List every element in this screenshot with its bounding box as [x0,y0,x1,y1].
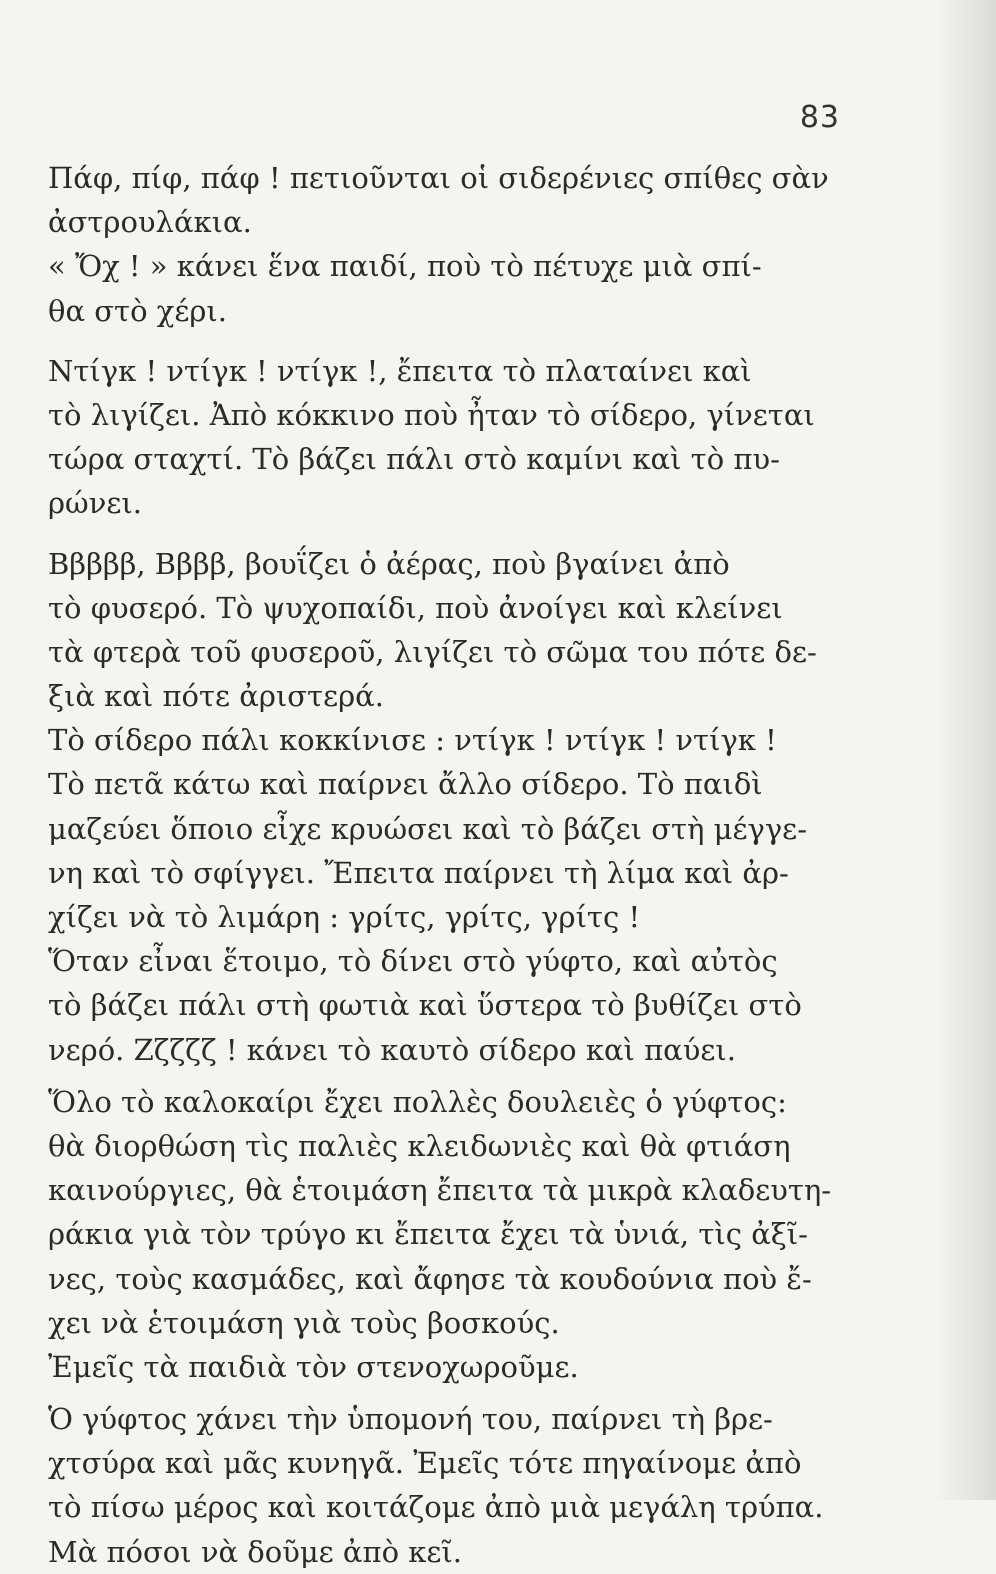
text-line: ράκια γιὰ τὸν τρύγο κι ἔπειτα ἔχει τὰ ὑνιά, τὶς ἀξῖ- [48,1217,808,1252]
text-line: χει νὰ ἑτοιμάση γιὰ τοὺς βοσκούς. [48,1305,560,1340]
text-line: Ὁ γύφτος χάνει τὴν ὑπομονή του, παίρνει τὴ βρε- [48,1402,773,1437]
text-line: Ὅταν εἶναι ἕτοιμο, τὸ δίνει στὸ γύφτο, καὶ αὐτὸς [48,944,778,979]
text-line: Τὸ πετᾶ κάτω καὶ παίρνει ἄλλο σίδερο. Τὸ παιδὶ [48,767,763,802]
text-line: θὰ διορθώση τὶς παλιὲς κλειδωνιὲς καὶ θὰ φτιάση [48,1128,791,1163]
text-line: τὰ φτερὰ τοῦ φυσεροῦ, λιγίζει τὸ σῶμα του πότε δε- [48,634,817,669]
text-line: τὸ βάζει πάλι στὴ φωτιὰ καὶ ὕστερα τὸ βυθίζει στὸ [48,988,802,1023]
text-line: καινούργιες, θὰ ἑτοιμάση ἔπειτα τὰ μικρὰ κλαδευτη- [48,1173,832,1208]
page-number: 83 [799,100,840,135]
text-line: Πάφ, πίφ, πάφ ! πετιοῦνται οἱ σιδερένιες σπίθες σὰν [48,161,829,195]
body-text [48,156,838,1574]
text-line: Τὸ σίδερο πάλι κοκκίνισε : ντίγκ ! ντίγκ ! ντίγκ ! [48,723,777,758]
text-line: μαζεύει ὅποιο εἶχε κρυώσει καὶ τὸ βάζει στὴ μέγγε- [48,811,807,846]
text-line: τὸ λιγίζει. Ἀπὸ κόκκινο ποὺ ἦταν τὸ σίδερο, γίνεται [48,397,815,432]
text-line: νες, τοὺς κασμάδες, καὶ ἄφησε τὰ κουδούνια ποὺ ἔ- [48,1261,812,1296]
text-line: νερό. Ζζζζζ ! κάνει τὸ καυτὸ σίδερο καὶ παύει. [48,1032,736,1067]
text-line: Ὅλο τὸ καλοκαίρι ἔχει πολλὲς δουλειὲς ὁ γύφτος: [48,1084,787,1119]
text-line: ἀστρουλάκια. [48,205,252,240]
text-line: χτσύρα καὶ μᾶς κυνηγᾶ. Ἐμεῖς τότε πηγαίνομε ἀπὸ [48,1446,802,1481]
text-line: Ντίγκ ! ντίγκ ! ντίγκ !, ἔπειτα τὸ πλαταίνει καὶ [48,353,752,388]
text-line: Μὰ πόσοι νὰ δοῦμε ἀπὸ κεῖ. [48,1534,462,1569]
text-line: νη καὶ τὸ σφίγγει. Ἔπειτα παίρνει τὴ λίμα καὶ ἀρ- [48,855,789,890]
text-line: τώρα σταχτί. Τὸ βάζει πάλι στὸ καμίνι καὶ τὸ πυ- [48,442,780,477]
text-line: ρώνει. [48,486,142,521]
text-line: θα στὸ χέρι. [48,293,228,328]
text-line: Ἐμεῖς τὰ παιδιὰ τὸν στενοχωροῦμε. [48,1349,579,1384]
text-line: ξιὰ καὶ πότε ἀριστερά. [48,679,384,714]
text-line: τὸ φυσερό. Τὸ ψυχοπαίδι, ποὺ ἀνοίγει καὶ κλείνει [48,590,783,625]
text-line: Βββββ, Ββββ, βουΐζει ὁ ἀέρας, ποὺ βγαίνει ἀπὸ [48,546,730,581]
text-line: « Ὄχ ! » κάνει ἕνα παιδί, ποὺ τὸ πέτυχε μιὰ σπί- [48,249,762,284]
text-line: τὸ πίσω μέρος καὶ κοιτάζομε ἀπὸ μιὰ μεγάλη τρύπα. [48,1490,824,1525]
page-edge-shadow [936,0,996,1500]
text-line: χίζει νὰ τὸ λιμάρη : γρίτς, γρίτς, γρίτς ! [48,900,641,934]
